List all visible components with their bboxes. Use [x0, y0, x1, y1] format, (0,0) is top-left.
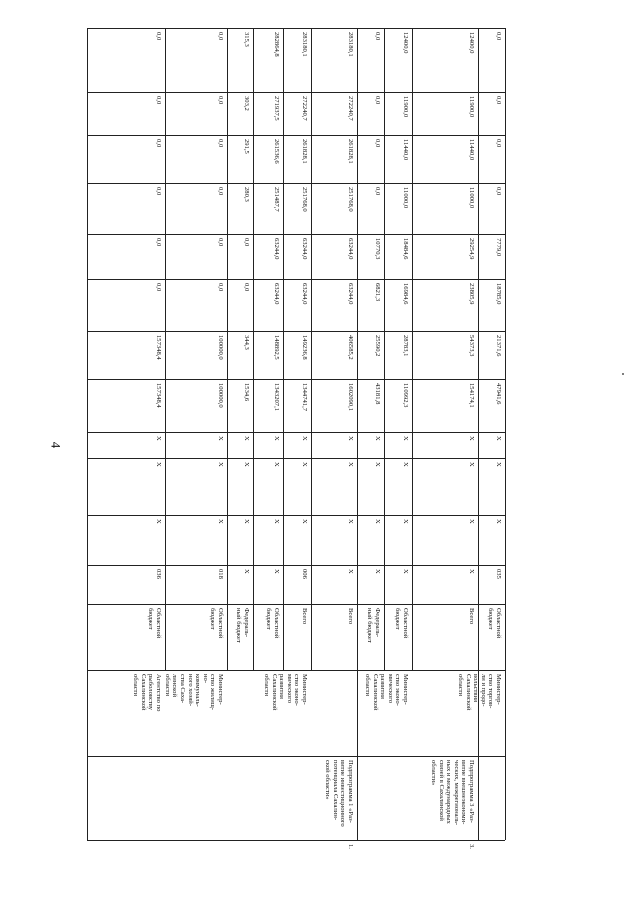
table-cell-executor: Министер- ство жилищ- но- коммуналь- ного хозяй- ства Саха- линской области — [163, 674, 224, 710]
table-cell-c3: X — [217, 462, 224, 467]
table-cell-y2016: 63244,0 — [301, 238, 308, 260]
table-cell-y2017: 0,0 — [495, 187, 502, 196]
table-cell-total: 43181,8 — [374, 383, 381, 405]
table-cell-y2016: 7779,0 — [495, 238, 502, 257]
table-rule — [87, 135, 505, 136]
table-rule — [87, 28, 505, 29]
table-cell-y2014: 21371,6 — [495, 335, 502, 357]
table-rule — [227, 28, 228, 670]
table-cell-c2: X — [402, 519, 409, 524]
table-cell-c3: X — [301, 462, 308, 467]
table-rule — [283, 28, 284, 670]
table-cell-c2: X — [347, 519, 354, 524]
table-rule — [87, 458, 505, 459]
table-cell-source: Федераль- ный бюджет — [235, 608, 250, 643]
table-cell-y2019: 11900,0 — [402, 96, 409, 118]
table-cell-y2020: 283180,1 — [301, 32, 308, 57]
table-cell-y2016: 29254,9 — [468, 238, 475, 260]
table-rule — [165, 28, 166, 670]
table-rule — [357, 28, 358, 840]
table-rule — [87, 234, 505, 235]
table-cell-y2019: 272240,7 — [301, 96, 308, 121]
table-cell-y2017: 0,0 — [217, 187, 224, 196]
table-cell-code: X — [347, 569, 354, 574]
table-cell-total: 1344741,7 — [301, 383, 308, 412]
table-rule — [87, 515, 505, 516]
table-cell-y2020: 12400,0 — [468, 32, 475, 54]
table-cell-c2: X — [495, 519, 502, 524]
table-cell-c4: X — [243, 436, 250, 441]
table-cell-y2017: 251768,0 — [347, 187, 354, 212]
page-number: 4 — [48, 441, 64, 449]
table-cell-code: X — [402, 569, 409, 574]
table-cell-y2017: 11000,0 — [468, 187, 475, 209]
table-cell-y2015: 63244,0 — [347, 283, 354, 305]
table-cell-code: X — [273, 569, 280, 574]
table-rule — [311, 28, 312, 670]
table-cell-y2019: 0,0 — [495, 96, 502, 105]
table-cell-y2014: 100000,0 — [217, 335, 224, 360]
table-cell-y2016: 63244,0 — [347, 238, 354, 260]
table-cell-code: X — [374, 569, 381, 574]
table-cell-y2015: 0,0 — [155, 283, 162, 292]
table-cell-y2014: 25590,2 — [374, 335, 381, 357]
table-rule — [87, 840, 505, 841]
table-cell-code: 006 — [301, 569, 308, 579]
scan-speck — [622, 373, 624, 375]
table-cell-source: Областной бюджет — [209, 608, 224, 639]
table-rule — [87, 432, 505, 433]
table-cell-y2019: 303,2 — [243, 96, 250, 111]
table-cell-c4: X — [347, 436, 354, 441]
table-cell-y2018: 0,0 — [155, 139, 162, 148]
table-cell-source: Областной бюджет — [265, 608, 280, 639]
table-cell-y2018: 11440,0 — [468, 139, 475, 161]
table-cell-source: Всего — [347, 608, 354, 625]
table-cell-y2014: 406585,2 — [347, 335, 354, 360]
table-cell-y2015: 0,0 — [243, 283, 250, 292]
table-rule — [87, 670, 505, 671]
table-cell-y2018: 261828,1 — [301, 139, 308, 164]
table-cell-y2019: 271937,5 — [273, 96, 280, 121]
table-cell-c2: X — [243, 519, 250, 524]
table-cell-c2: X — [468, 519, 475, 524]
table-cell-y2015: 18785,0 — [495, 283, 502, 305]
table-cell-y2019: 11900,0 — [468, 96, 475, 118]
table-cell-c4: X — [155, 436, 162, 441]
table-cell-y2020: 12400,0 — [402, 32, 409, 54]
table-cell-c3: X — [273, 462, 280, 467]
table-cell-source: Всего — [468, 608, 475, 625]
table-cell-c3: X — [243, 462, 250, 467]
table-cell-executor: Министер- ство эконо- мического развития Сахалинской области — [263, 674, 308, 711]
table-cell-y2019: 272240,7 — [347, 96, 354, 121]
table-cell-source: Всего — [301, 608, 308, 625]
table-cell-y2014: 28783,1 — [402, 335, 409, 357]
table-cell-y2017: 0,0 — [155, 187, 162, 196]
table-cell-y2016: 0,0 — [155, 238, 162, 247]
table-cell-y2018: 11440,0 — [402, 139, 409, 161]
table-cell-y2016: 0,0 — [217, 238, 224, 247]
table-cell-y2018: 0,0 — [374, 139, 381, 148]
table-cell-y2015: 63244,0 — [273, 283, 280, 305]
table-cell-c4: X — [374, 436, 381, 441]
table-cell-c3: X — [347, 462, 354, 467]
table-cell-c3: X — [468, 462, 475, 467]
table-cell-y2014: 344,3 — [243, 335, 250, 350]
table-cell-c4: X — [402, 436, 409, 441]
table-cell-program: Подпрограмма 1 «Раз- витие инвестиционного потенциала Сахалин- ской области» — [324, 760, 354, 827]
table-cell-code: 036 — [155, 569, 162, 579]
table-rule — [87, 28, 88, 840]
table-cell-c3: X — [402, 462, 409, 467]
table-cell-executor: Агентство по рыболовству Сахалинской области — [132, 674, 162, 712]
table-cell-total: 154174,1 — [468, 383, 475, 408]
table-cell-c3: X — [374, 462, 381, 467]
table-cell-y2014: 54373,3 — [468, 335, 475, 357]
table-cell-y2017: 0,0 — [374, 187, 381, 196]
table-cell-y2018: 261828,1 — [347, 139, 354, 164]
table-cell-total: 1534,6 — [243, 383, 250, 402]
table-cell-c3: X — [155, 462, 162, 467]
table-cell-total: 47941,6 — [495, 383, 502, 405]
table-cell-c4: X — [468, 436, 475, 441]
table-rule — [412, 28, 413, 670]
table-rule — [505, 28, 506, 840]
table-cell-total: 1602090,1 — [347, 383, 354, 412]
table-rule — [87, 92, 505, 93]
table-cell-total: 1343207,1 — [273, 383, 280, 412]
table-cell-code: X — [468, 569, 475, 574]
table-cell-y2019: 0,0 — [217, 96, 224, 105]
table-cell-y2015: 63244,0 — [301, 283, 308, 305]
table-cell-y2016: 63244,0 — [273, 238, 280, 260]
table-cell-c2: X — [374, 519, 381, 524]
table-rule — [87, 379, 505, 380]
table-cell-y2017: 251487,7 — [273, 187, 280, 212]
table-cell-y2020: 315,3 — [243, 32, 250, 47]
table-cell-y2018: 291,5 — [243, 139, 250, 154]
table-cell-y2015: 0,0 — [217, 283, 224, 292]
table-cell-total: 157348,4 — [155, 383, 162, 408]
table-rule — [87, 756, 505, 757]
table-rule — [87, 331, 505, 332]
table-cell-y2015: 16984,6 — [402, 283, 409, 305]
table-cell-y2014: 157348,4 — [155, 335, 162, 360]
table-cell-code: X — [243, 569, 250, 574]
table-cell-source: Областной бюджет — [147, 608, 162, 639]
table-cell-y2016: 0,0 — [243, 238, 250, 247]
table-cell-y2020: 0,0 — [155, 32, 162, 41]
table-cell-y2019: 0,0 — [155, 96, 162, 105]
table-rule — [253, 28, 254, 670]
table-cell-executor: Министер- ство торгов- ли и продо- вольствия Сахалинской области — [457, 674, 502, 711]
table-cell-c2: X — [301, 519, 308, 524]
table-cell-y2017: 251768,0 — [301, 187, 308, 212]
table-cell-y2017: 11000,0 — [402, 187, 409, 209]
table-cell-y2014: 148892,5 — [273, 335, 280, 360]
table-cell-y2015: 6821,3 — [374, 283, 381, 302]
table-cell-y2020: 282864,8 — [273, 32, 280, 57]
table-cell-y2020: 0,0 — [217, 32, 224, 41]
table-rule — [87, 604, 505, 605]
table-cell-c4: X — [301, 436, 308, 441]
table-rule — [87, 279, 505, 280]
table-cell-source: Областной бюджет — [394, 608, 409, 639]
table-cell-c4: X — [495, 436, 502, 441]
table-cell-c4: X — [217, 436, 224, 441]
table-cell-y2016: 10770,3 — [374, 238, 381, 260]
table-cell-c4: X — [273, 436, 280, 441]
table-cell-c2: X — [273, 519, 280, 524]
table-cell-c2: X — [155, 519, 162, 524]
table-cell-y2020: 0,0 — [374, 32, 381, 41]
table-cell-executor: Министер- ство эконо- мического развития Сахалинской области — [364, 674, 409, 711]
table-cell-code: 018 — [217, 569, 224, 579]
table-cell-y2018: 0,0 — [217, 139, 224, 148]
table-cell-c3: X — [495, 462, 502, 467]
table-cell-program: Подпрограмма 3 «Раз- витие внешнеэкономи- ческих, межрегиональ- ных и международных связей в Сахалинской области» — [430, 760, 475, 826]
table-cell-source: Федераль- ный бюджет — [366, 608, 381, 643]
table-cell-num: 1. — [347, 844, 354, 849]
table-cell-y2017: 280,3 — [243, 187, 250, 202]
table-cell-y2014: 149236,8 — [301, 335, 308, 360]
table-rule — [384, 28, 385, 670]
table-cell-code: 035 — [495, 569, 502, 579]
table-cell-num: 3. — [468, 844, 475, 849]
table-cell-c2: X — [217, 519, 224, 524]
table-cell-y2020: 0,0 — [495, 32, 502, 41]
table-cell-y2018: 261536,6 — [273, 139, 280, 164]
table-cell-total: 100000,0 — [217, 383, 224, 408]
table-cell-y2015: 23805,9 — [468, 283, 475, 305]
table-rule — [87, 565, 505, 566]
table-cell-y2016: 18484,6 — [402, 238, 409, 260]
table-cell-y2018: 0,0 — [495, 139, 502, 148]
table-cell-total: 110992,3 — [402, 383, 409, 408]
table-cell-source: Областной бюджет — [487, 608, 502, 639]
table-rule — [87, 183, 505, 184]
table-cell-y2020: 283180,1 — [347, 32, 354, 57]
table-cell-y2019: 0,0 — [374, 96, 381, 105]
